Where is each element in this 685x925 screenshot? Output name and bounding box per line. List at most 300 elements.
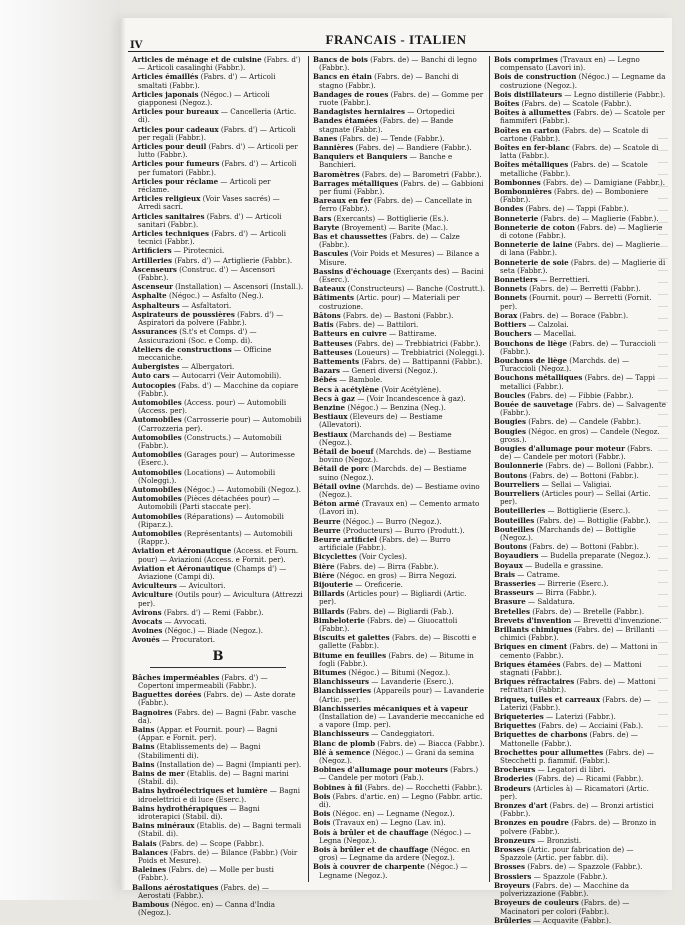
entry-translation: (Fabrs. de) — Bottoni (Fabbr.). bbox=[527, 470, 639, 480]
entry-translation: — Sellai — Valigiai. bbox=[539, 479, 612, 489]
entry-term: Avoués bbox=[132, 635, 160, 645]
entry-term: Bains bbox=[132, 725, 155, 735]
entry-term: Banquiers et Banquiers bbox=[313, 152, 408, 162]
dictionary-entry bbox=[313, 431, 485, 447]
dictionary-entry bbox=[132, 302, 304, 310]
entry-term: Bois de construction bbox=[494, 72, 577, 82]
dictionary-entry bbox=[132, 513, 304, 529]
entry-translation: (Fabrs. de) — Molle per busti (Fabbr.). bbox=[138, 865, 274, 883]
dictionary-entry bbox=[313, 117, 485, 133]
entry-term: Bétail ovine bbox=[313, 481, 361, 491]
entry-term: Bouteilles bbox=[494, 524, 535, 534]
dictionary-entry bbox=[132, 884, 304, 900]
dictionary-entry bbox=[494, 882, 666, 898]
dictionary-entry bbox=[313, 312, 485, 320]
entry-translation: (Fabrs. de) — Bagni (Fabr. vasche da). bbox=[138, 707, 297, 725]
entry-term: Bambous bbox=[132, 900, 169, 910]
entry-term: Bâtiments bbox=[313, 293, 355, 303]
entry-translation: (Marchands de) — Bottiglie (Negoz.). bbox=[500, 524, 636, 542]
dictionary-entry bbox=[313, 608, 485, 616]
dictionary-entry bbox=[494, 626, 666, 642]
dictionary-entry bbox=[313, 224, 485, 232]
entry-translation: (Fabrs. d') — Articoli casalinghi (Fabbr.). bbox=[138, 55, 301, 73]
entry-translation: (Fabrs. de) — Tende (Fabbr.). bbox=[337, 133, 445, 143]
dictionary-entry bbox=[313, 395, 485, 403]
entry-translation: (Articles pour) — Bigliardi (Artic. per). bbox=[319, 589, 467, 607]
dictionary-entry bbox=[132, 143, 304, 159]
entry-term: Automobiles bbox=[132, 397, 182, 407]
entry-term: Brasseurs bbox=[494, 588, 534, 598]
dictionary-entry bbox=[132, 743, 304, 759]
entry-translation: (Fabrs.) — Candele per motori (Fab.). bbox=[319, 765, 479, 783]
entry-translation: (Fabrs. de) — Maglierie di cotone (Fabbr.). bbox=[500, 222, 663, 241]
entry-translation: — Bambole. bbox=[336, 375, 383, 385]
entry-term: Blanchisseurs bbox=[313, 677, 370, 687]
entry-term: Bronzeurs bbox=[494, 835, 536, 845]
entry-term: Bois à couvrer de charpente bbox=[313, 862, 425, 872]
dictionary-entry bbox=[132, 674, 304, 690]
entry-translation: (Fabrs. de) — Calze (Fabbr.). bbox=[319, 232, 460, 250]
dictionary-entry bbox=[132, 486, 304, 494]
dictionary-entry bbox=[494, 179, 666, 187]
entry-term: Boîtes en carton bbox=[494, 125, 560, 135]
dictionary-entry bbox=[313, 465, 485, 481]
entry-translation: (Fabrs. de) — Bronzo in polvere (Fabbr.). bbox=[500, 818, 657, 836]
entry-term: Articles de ménage et de cuisine bbox=[132, 55, 262, 64]
entry-term: Boîtes bbox=[494, 99, 520, 109]
dictionary-entry bbox=[494, 598, 666, 606]
dictionary-entry bbox=[494, 374, 666, 390]
entry-translation: (Négoc.) — Asfalto (Neg.). bbox=[166, 291, 264, 301]
entry-term: Battements bbox=[313, 356, 360, 366]
entry-term: Batteuses bbox=[313, 347, 353, 357]
dictionary-entry bbox=[132, 691, 304, 707]
entry-translation: — Berrettieri. bbox=[537, 275, 590, 285]
dictionary-entry bbox=[132, 372, 304, 380]
entry-translation: (Exercants) — Bottiglierie (Es.). bbox=[331, 213, 449, 223]
entry-term: Articles pour réclame bbox=[132, 176, 219, 186]
entry-translation: (Outils pour) — Avicultura (Attrezzi per). bbox=[138, 590, 303, 608]
entry-term: Batteurs en cuivre bbox=[313, 329, 387, 339]
dictionary-entry bbox=[313, 215, 485, 223]
entry-term: Blé à semence bbox=[313, 747, 371, 757]
entry-term: Brûleries bbox=[494, 915, 532, 925]
entry-term: Articles émaillés bbox=[132, 72, 199, 82]
entry-translation: (Fabrs. de) — Biscotti e gallette (Fabbr.). bbox=[319, 633, 477, 651]
dictionary-entry bbox=[494, 144, 666, 160]
entry-translation: (Négoc.) — Grani da semina (Negoz.). bbox=[319, 747, 475, 766]
entry-term: Asphalteurs bbox=[132, 300, 180, 310]
entry-translation: (Fabrs. de) — Bigliardi (Fab.). bbox=[344, 606, 454, 616]
dictionary-entry bbox=[132, 160, 304, 176]
dictionary-page bbox=[120, 18, 672, 925]
entry-term: Brais bbox=[494, 569, 516, 579]
entry-term: Banes bbox=[313, 133, 338, 143]
entry-term: Articles japonais bbox=[132, 89, 199, 99]
entry-term: Bandagistes herniaires bbox=[313, 107, 406, 117]
section-rule bbox=[150, 667, 286, 668]
entry-term: Blanchisseurs bbox=[313, 729, 370, 739]
entry-term: Brevets d'invention bbox=[494, 615, 572, 625]
dictionary-entry bbox=[313, 197, 485, 213]
dictionary-entry bbox=[494, 517, 666, 525]
dictionary-entry bbox=[494, 472, 666, 480]
dictionary-entry bbox=[494, 392, 666, 400]
column-1 bbox=[132, 55, 304, 918]
entry-term: Bonneterie de coton bbox=[494, 222, 575, 232]
dictionary-entry bbox=[313, 250, 485, 266]
entry-translation: (Artic. pour) — Materiali per costruzione. bbox=[319, 293, 460, 311]
dictionary-entry bbox=[132, 292, 304, 300]
dictionary-entry bbox=[132, 283, 304, 291]
entry-term: Brasseries bbox=[494, 578, 536, 588]
entry-translation: (Négoc.) — Legname (Negoz.). bbox=[319, 862, 468, 880]
entry-term: Bouée de sauvetage bbox=[494, 399, 574, 409]
dictionary-entry bbox=[132, 195, 304, 211]
entry-term: Brocheurs bbox=[494, 765, 536, 775]
entry-term: Brillants chimiques bbox=[494, 625, 573, 634]
dictionary-entry bbox=[132, 849, 304, 865]
dictionary-entry bbox=[313, 153, 485, 169]
dictionary-entry bbox=[313, 180, 485, 196]
dictionary-entry bbox=[313, 358, 485, 366]
entry-translation: (Fabrs. de) — Banchi di stagno (Fabbr.). bbox=[319, 72, 459, 90]
entry-term: Aubergistes bbox=[132, 362, 180, 372]
dictionary-entry bbox=[313, 678, 485, 686]
dictionary-entry bbox=[132, 416, 304, 432]
entry-translation: (Négoc. en gros) — Birra Negozi. bbox=[334, 570, 457, 580]
entry-term: Bière bbox=[313, 561, 335, 571]
dictionary-entry bbox=[494, 580, 666, 588]
entry-term: Bois bbox=[313, 818, 331, 828]
entry-translation: (Constructs.) — Automobili (Fabbr.). bbox=[138, 432, 282, 450]
dictionary-entry bbox=[313, 766, 485, 782]
section-letter: B bbox=[212, 648, 224, 664]
dictionary-entry bbox=[132, 565, 304, 581]
entry-term: Bourreliers bbox=[494, 479, 540, 489]
entry-term: Beurre bbox=[313, 516, 341, 526]
dictionary-entry bbox=[132, 770, 304, 786]
entry-translation: (Fabrs. de) — Candele (Fabbr.). bbox=[526, 417, 642, 427]
entry-term: Biscuits et galettes bbox=[313, 633, 390, 643]
dictionary-entry bbox=[494, 340, 666, 356]
entry-translation: (Marchands de) — Bestiame (Negoz.). bbox=[319, 429, 452, 447]
entry-translation: (Fabrs. de) — Bomboniere (Fabbr.). bbox=[500, 187, 649, 205]
entry-translation: — Macellai. bbox=[531, 329, 577, 339]
entry-term: Bois bbox=[313, 791, 331, 801]
entry-term: Boyaux bbox=[494, 560, 523, 570]
entry-term: Broderies bbox=[494, 774, 533, 784]
entry-translation: (Représentants) — Automobili (Rappr.). bbox=[138, 528, 293, 547]
dictionary-entry bbox=[494, 462, 666, 470]
entry-term: Bougies bbox=[494, 426, 527, 436]
dictionary-entry bbox=[494, 259, 666, 275]
entry-translation: — Budella e grassine. bbox=[522, 560, 604, 570]
dictionary-entry bbox=[313, 294, 485, 310]
dictionary-entry bbox=[313, 553, 485, 561]
entry-term: Bourreliers bbox=[494, 488, 540, 498]
entry-translation: — (Voir Incandescence à gaz). bbox=[354, 393, 466, 403]
entry-term: Bateaux bbox=[313, 284, 346, 294]
entry-translation: (Etablis. de) — Bagni marini (Stabil. di). bbox=[138, 769, 289, 787]
dictionary-entry bbox=[494, 819, 666, 835]
entry-term: Automobiles bbox=[132, 494, 182, 504]
entry-term: Bronzes en poudre bbox=[494, 818, 569, 828]
entry-translation: (Fabrs. de) — Burro artificiale (Fabbr.). bbox=[319, 534, 451, 553]
entry-translation: (Fabrs. de) — Barometri (Fabbr.). bbox=[359, 169, 482, 179]
entry-translation: (Marchds. de) — Turaccioli (Negoz.). bbox=[500, 355, 630, 374]
entry-term: Brosses bbox=[494, 845, 525, 855]
entry-translation: — Procuratori. bbox=[159, 635, 215, 645]
entry-translation: (Fabrs. de) — Berretti (Fabbr.). bbox=[526, 284, 641, 294]
entry-term: Articles pour bureaux bbox=[132, 107, 219, 117]
dictionary-entry bbox=[313, 56, 485, 72]
dictionary-entry bbox=[132, 247, 304, 255]
entry-translation: — Bagni idroterapici (Stabil. di). bbox=[138, 803, 260, 822]
dictionary-entry bbox=[132, 108, 304, 124]
entry-term: Bombonnières bbox=[494, 187, 552, 197]
entry-term: Brodeurs bbox=[494, 783, 531, 793]
entry-translation: (Fabrs. de) — Scatole metalliche (Fabbr.). bbox=[500, 160, 648, 178]
entry-term: Briques réfractaires bbox=[494, 677, 575, 687]
dictionary-entry bbox=[132, 266, 304, 282]
entry-term: Bronzes d'art bbox=[494, 801, 548, 811]
entry-term: Billards bbox=[313, 589, 345, 599]
entry-term: Automobiles bbox=[132, 432, 182, 442]
entry-translation: (Négoc.) — Automobili (Negoz.). bbox=[181, 484, 302, 494]
entry-translation: (Fabrs. de) — Stecchetti p. fiammif. (Fabbr.). bbox=[500, 747, 654, 766]
entry-translation: — Spazzole (Fabbr.). bbox=[531, 871, 608, 881]
dictionary-entry bbox=[313, 144, 485, 152]
dictionary-entry bbox=[132, 434, 304, 450]
entry-translation: (Fabrs. de) — Battipanni (Fabbr.). bbox=[359, 356, 483, 366]
dictionary-entry bbox=[313, 91, 485, 107]
dictionary-entry bbox=[494, 127, 666, 143]
entry-term: Bas et chaussettes bbox=[313, 232, 388, 242]
entry-term: Bouchons de liège bbox=[494, 355, 568, 365]
entry-translation: (Fabrs. de) — Banchi di legno (Fabbr.). bbox=[319, 55, 477, 73]
entry-term: Becs à acétylène bbox=[313, 384, 380, 394]
dictionary-entry bbox=[132, 591, 304, 607]
entry-term: Artificiers bbox=[132, 246, 172, 256]
entry-term: Bâches imperméables bbox=[132, 672, 220, 682]
entry-translation: — Oreficerie. bbox=[352, 579, 403, 589]
entry-term: Bretelles bbox=[494, 606, 530, 616]
dictionary-entry bbox=[494, 312, 666, 320]
entry-term: Avirons bbox=[132, 607, 162, 617]
entry-term: Bondes bbox=[494, 204, 524, 214]
entry-translation: (Fabrs. de) — Candele per motori (Fabbr.). bbox=[500, 443, 653, 462]
entry-term: Bains hydroélectriques et lumière bbox=[132, 786, 268, 796]
dictionary-entry bbox=[313, 652, 485, 668]
entry-translation: (Fabrs. de) — Fibbie (Fabbr.). bbox=[525, 390, 634, 400]
dictionary-entry bbox=[494, 330, 666, 338]
dictionary-entry bbox=[132, 495, 304, 511]
entry-translation: (Fabrs. de) — Giuocattoli (Fabbr.). bbox=[319, 615, 458, 633]
dictionary-entry bbox=[494, 445, 666, 461]
entry-term: Bâtons bbox=[313, 310, 341, 320]
entry-translation: (Constructeurs) — Banche (Costrutt.). bbox=[345, 284, 486, 294]
dictionary-entry bbox=[313, 634, 485, 650]
entry-translation: (Fabrs. d') — Remi (Fabbr.). bbox=[161, 607, 264, 617]
entry-translation: — Brevetti d'invenzione. bbox=[571, 615, 662, 625]
entry-translation: (Négoc.) — Legna (Negoz.). bbox=[319, 827, 472, 845]
entry-translation: (Réparations) — Automobili (Ripar.z.). bbox=[138, 511, 284, 529]
entry-term: Ballons aérostatiques bbox=[132, 882, 219, 892]
entry-translation: (S.t's et Comps. d') — Assicurazioni (Soc. e Comp. di). bbox=[138, 327, 257, 345]
entry-translation: (Négoc.) — Articoli giapponesi (Negoz.). bbox=[138, 89, 270, 108]
entry-translation: (Fabs. d') — Macchine da copiare (Fabbr.). bbox=[138, 380, 299, 398]
entry-term: Bestiaux bbox=[313, 412, 348, 422]
entry-term: Auto cars bbox=[132, 371, 170, 381]
dictionary-entry bbox=[494, 749, 666, 765]
entry-translation: (Fabrs. de) — Ricami (Fabbr.). bbox=[532, 774, 644, 784]
entry-term: Bougies bbox=[494, 417, 527, 427]
entry-term: Articles pour cadeaux bbox=[132, 124, 219, 134]
entry-term: Bains hydrothérapiques bbox=[132, 803, 228, 813]
dictionary-entry bbox=[313, 413, 485, 429]
entry-term: Bagnoires bbox=[132, 707, 173, 717]
entry-translation: (Loueurs) — Trebbiatrici (Noleggi.). bbox=[352, 347, 485, 357]
entry-term: Bois comprimes bbox=[494, 55, 558, 64]
dictionary-entry bbox=[132, 56, 304, 72]
entry-term: Articles religieux bbox=[132, 194, 201, 204]
dictionary-entry bbox=[313, 687, 485, 703]
entry-term: Bancs en étain bbox=[313, 72, 372, 82]
entry-translation: (Fabrs. de) — Spazzole (Fabbr.). bbox=[524, 862, 643, 872]
dictionary-entry bbox=[313, 810, 485, 818]
dictionary-entry bbox=[494, 205, 666, 213]
entry-term: Bonneterie de laine bbox=[494, 240, 573, 250]
entry-translation: (Fabrs. de) — Scatole di latta (Fabbr.). bbox=[500, 143, 659, 161]
entry-translation: (Travaux en) — Cemento armato (Lavori in). bbox=[319, 499, 480, 517]
entry-translation: (Marchds. de) — Bestiame bovino (Negoz.). bbox=[319, 446, 472, 465]
entry-term: Bière bbox=[313, 570, 335, 580]
entry-translation: (Fabrs. de) — Bretelle (Fabbr.). bbox=[529, 606, 645, 616]
entry-translation: — Cancelleria (Artic. di). bbox=[138, 107, 297, 125]
entry-term: Balais bbox=[132, 838, 157, 848]
entry-term: Blanchisseries mécaniques et à vapeur bbox=[313, 703, 468, 713]
entry-translation: (Fabrs. de) — Aste dorate (Fabbr.). bbox=[138, 690, 296, 708]
dictionary-entry bbox=[494, 775, 666, 783]
dictionary-entry bbox=[313, 617, 485, 633]
entry-translation: (Fabrs. de) — Maglierie di seta (Fabbr.). bbox=[500, 257, 666, 275]
entry-translation: (Fabrs. de) — Damigiane (Fabbr.). bbox=[540, 177, 666, 187]
entry-term: Bijouterie bbox=[313, 579, 353, 589]
entry-term: Barrages métalliques bbox=[313, 178, 399, 188]
dictionary-entry bbox=[494, 56, 666, 72]
entry-term: Ascenseur bbox=[132, 282, 173, 292]
entry-translation: (Artic. pour fabrication de) — Spazzole (Artic. per fabbr. di). bbox=[500, 845, 634, 863]
dictionary-entry bbox=[494, 276, 666, 284]
entry-term: Baleines bbox=[132, 865, 167, 875]
entry-term: Baguettes dorées bbox=[132, 690, 202, 700]
entry-term: Articles sanitaires bbox=[132, 211, 205, 221]
entry-translation: — Acquavite (Fabbr.). bbox=[531, 915, 612, 925]
dictionary-entry bbox=[494, 241, 666, 257]
entry-translation: (Fabrs. de) — Mattoni in cemento (Fabbr.). bbox=[500, 642, 658, 660]
entry-term: Bains minéraux bbox=[132, 821, 195, 831]
entry-translation: (Installation de) — Bagni (Impianti per). bbox=[154, 759, 302, 769]
dictionary-entry bbox=[494, 552, 666, 560]
entry-translation: (Fabrs. de) — Tappi (Fabbr.). bbox=[523, 204, 629, 214]
dictionary-entry bbox=[313, 581, 485, 589]
dictionary-entry bbox=[494, 161, 666, 177]
entry-translation: — Ortopedici bbox=[405, 107, 455, 117]
dictionary-entry bbox=[132, 469, 304, 485]
entry-term: Bombonnes bbox=[494, 177, 541, 187]
entry-term: Aviation et Aéronautique bbox=[132, 563, 232, 573]
dictionary-entry bbox=[494, 562, 666, 570]
dictionary-entry bbox=[494, 766, 666, 774]
entry-translation: (Fabrs. d') — Articoli tecnici (Fabbr.). bbox=[138, 229, 287, 247]
entry-term: Baromètres bbox=[313, 169, 360, 179]
entry-translation: (Négoc.) — Biade (Negoz.). bbox=[162, 626, 263, 636]
dictionary-entry bbox=[132, 311, 304, 327]
entry-translation: (Fabrs. de) — Scatole per fiammiferi (Fabbr.). bbox=[500, 108, 665, 126]
entry-term: Bétail de porc bbox=[313, 464, 369, 474]
entry-term: Brochettes pour allumettes bbox=[494, 747, 604, 757]
entry-term: Bains bbox=[132, 742, 155, 752]
entry-term: Aspirateurs de poussières bbox=[132, 309, 235, 319]
entry-term: Boyaudiers bbox=[494, 551, 539, 561]
dictionary-entry bbox=[313, 740, 485, 748]
entry-term: Bouteilleries bbox=[494, 506, 546, 516]
entry-term: Billards bbox=[313, 606, 345, 616]
dictionary-entry bbox=[494, 643, 666, 659]
dictionary-entry bbox=[132, 178, 304, 194]
entry-translation: (Appareils pour) — Lavanderie (Artic. per). bbox=[319, 686, 485, 704]
dictionary-entry bbox=[313, 349, 485, 357]
dictionary-entry bbox=[494, 428, 666, 444]
entry-translation: — Articoli per réclame. bbox=[138, 176, 271, 195]
entry-translation: (Etablissements de) — Bagni (Stabilimenti di). bbox=[138, 742, 261, 760]
entry-translation: (Fabrs. de) — Aerostati (Fabbr.). bbox=[138, 882, 270, 900]
entry-translation: (Fabrs. de) — Trebbiatrici (Fabbr.). bbox=[352, 338, 481, 348]
entry-translation: (Fabrs. d') — Artiglierie (Fabbr.). bbox=[172, 255, 293, 265]
entry-translation: (Access. pour) — Automobili (Access. per). bbox=[138, 397, 287, 416]
entry-translation: — Birra (Fabbr.). bbox=[533, 588, 597, 598]
entry-translation: (Broyement) — Barite (Mac.). bbox=[339, 222, 448, 232]
entry-term: Borax bbox=[494, 310, 518, 320]
header-rule bbox=[128, 51, 664, 52]
dictionary-entry bbox=[313, 330, 485, 338]
entry-translation: (Marchds. de) — Bestiame suino (Negoz.). bbox=[319, 464, 467, 482]
dictionary-entry bbox=[494, 418, 666, 426]
entry-translation: (Fabrs. d'artic. en) — Legno (Fabbr. artic. di). bbox=[319, 791, 483, 810]
entry-term: Bandes étamées bbox=[313, 116, 378, 126]
entry-term: Bassins d'échouage bbox=[313, 266, 391, 276]
entry-translation: — Legno distillerie (Fabbr.). bbox=[562, 89, 666, 99]
entry-term: Batis bbox=[313, 320, 334, 330]
entry-translation: (Articles pour) — Sellai (Artic. per). bbox=[500, 488, 651, 507]
dictionary-entry bbox=[132, 530, 304, 546]
entry-translation: (Fabrs. de) — Scatole di cartone (Fabbr.). bbox=[500, 125, 649, 143]
entry-translation: — Bagni idroelettrici e di luce (Eserc.). bbox=[138, 786, 300, 804]
dictionary-entry bbox=[494, 91, 666, 99]
column-3 bbox=[489, 55, 666, 925]
entry-translation: (Fabrs. d') — Articoli per lutto (Fabbr.). bbox=[138, 142, 298, 160]
entry-term: Bitume en feuilles bbox=[313, 650, 387, 660]
dictionary-entry bbox=[494, 863, 666, 871]
entry-term: Bains bbox=[132, 759, 155, 769]
entry-term: Blanchisseries bbox=[313, 686, 372, 696]
entry-term: Bestiaux bbox=[313, 429, 348, 439]
entry-term: Bitumes bbox=[313, 668, 347, 678]
dictionary-entry bbox=[494, 713, 666, 721]
entry-term: Bobines d'allumage pour moteurs bbox=[313, 765, 448, 775]
entry-translation: (Fabrs. de) — Maglierie di lana (Fabbr.). bbox=[500, 240, 660, 258]
